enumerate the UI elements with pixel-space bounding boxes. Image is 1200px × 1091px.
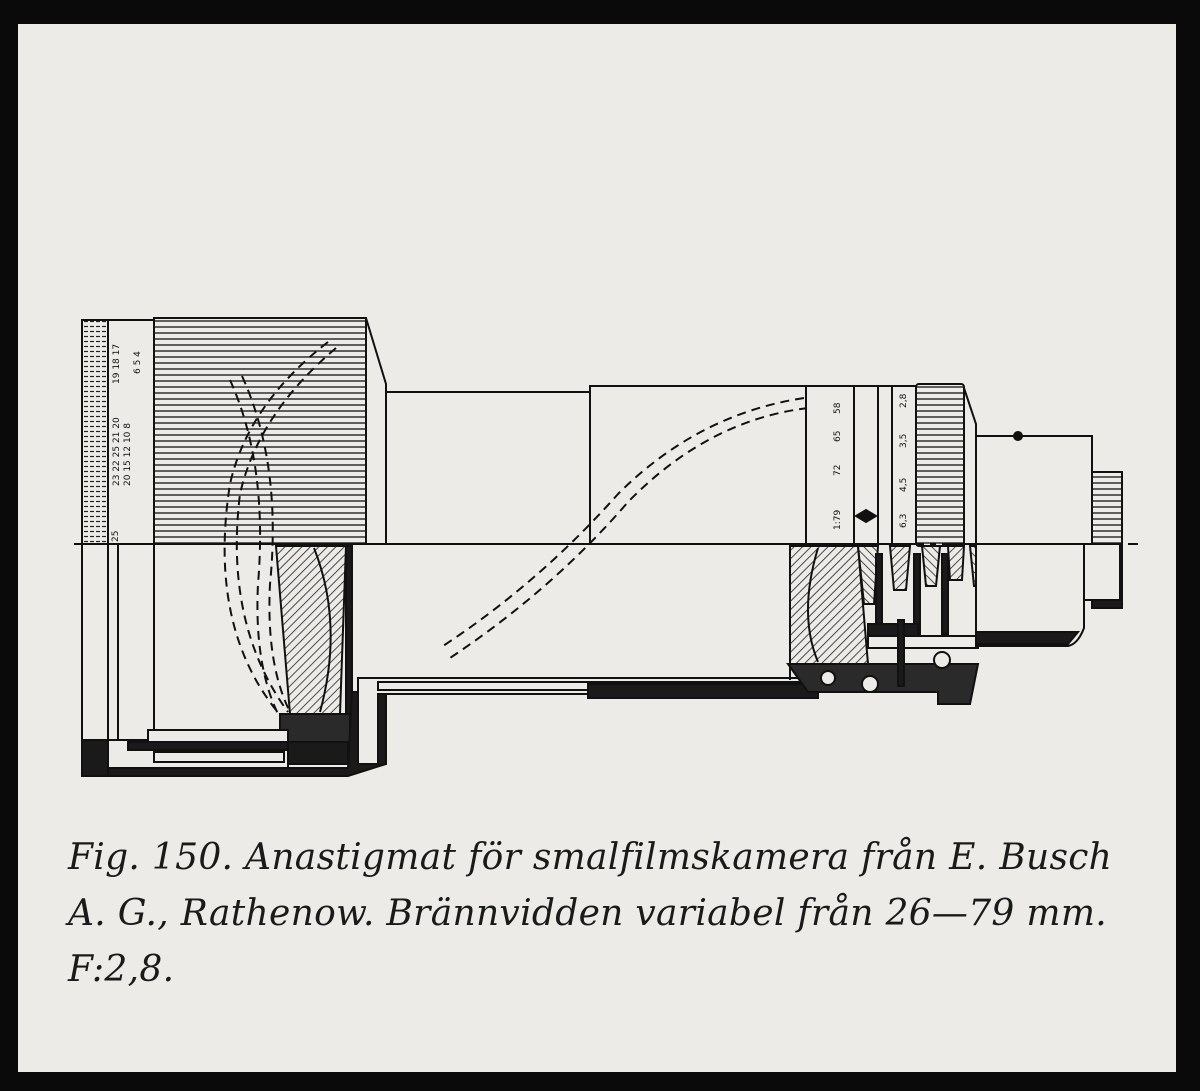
figure-caption: [68, 830, 1168, 998]
aperture-scale-2-8: 2,8: [899, 393, 909, 408]
front-scale-col2: 20 15 12 10 8: [123, 423, 133, 486]
caption-line-2: A. G., Rathenow. Brännvidden variabel från 26—79 mm.: [68, 893, 1107, 934]
rear-mount: [976, 432, 1122, 646]
front-scale-col3: 19 18 17: [112, 343, 122, 384]
rear-lens-elements: [788, 546, 990, 704]
caption-line-3: F:2,8.: [68, 949, 175, 990]
aperture-scale-6-3: 6,3: [899, 513, 909, 528]
front-scale-text: [111, 344, 143, 542]
focal-scale-1-79: 1:79: [833, 509, 843, 530]
front-focus-ring: [82, 320, 154, 776]
slide: [18, 24, 1176, 1072]
aperture-scale-3-5: 3,5: [899, 433, 909, 448]
front-scale-bottom: 25: [111, 530, 121, 542]
caption-line-1: Fig. 150. Anastigmat för smalfilmskamera från E. Busch: [68, 837, 1113, 878]
middle-tube: [352, 386, 806, 680]
front-grip-barrel: [154, 318, 386, 544]
aperture-scale-4-5: 4,5: [899, 477, 909, 492]
focal-scale-72: 72: [833, 464, 843, 476]
front-scale-col4: 6 5 4: [133, 351, 143, 374]
focal-scale-58: 58: [833, 402, 843, 414]
focal-scale-65: 65: [833, 430, 843, 442]
front-scale-col1: 23 22 25 21 20: [112, 417, 122, 486]
rear-focal-scale-ring: [806, 384, 976, 546]
bottom-mechanism: [108, 678, 818, 776]
